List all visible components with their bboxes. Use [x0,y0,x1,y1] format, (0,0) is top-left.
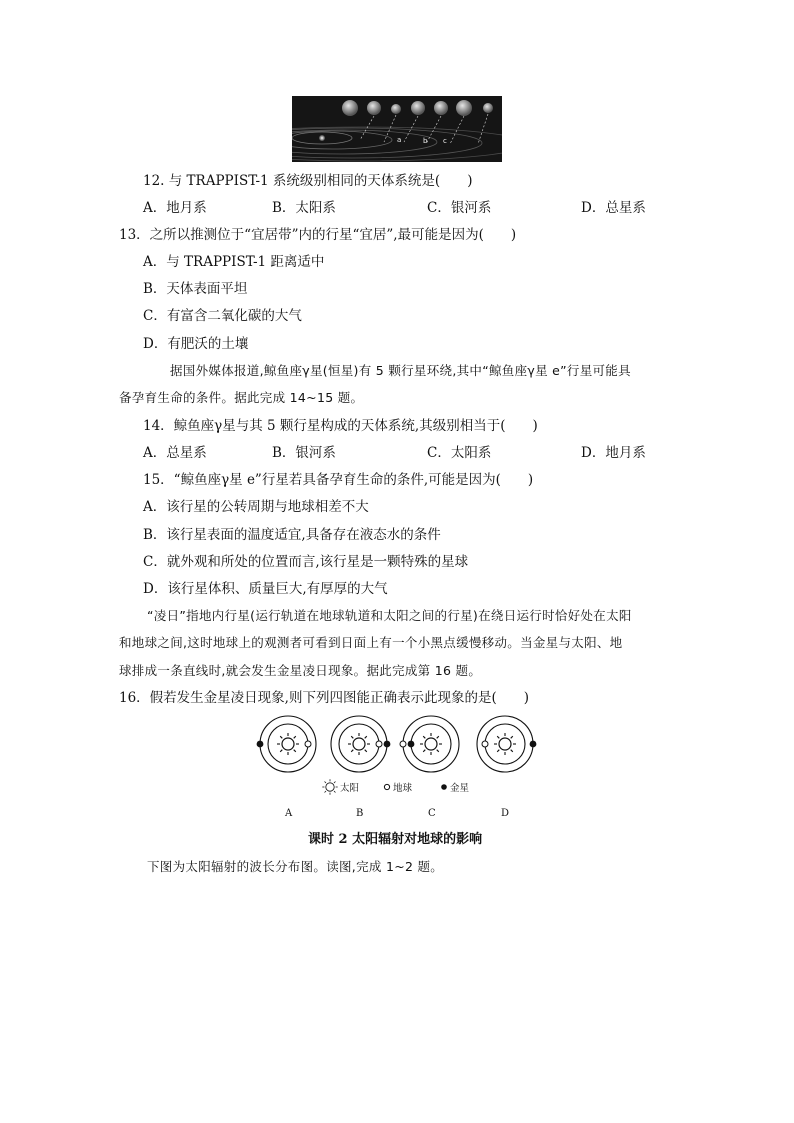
top-image-label-c: c [443,137,447,145]
planet-h-icon [483,103,493,113]
earth-icon [482,741,488,747]
earth-icon [400,741,406,747]
option-d-diagram [477,716,536,772]
trappist-system-image [292,96,502,162]
q15-option-c: C．就外观和所处的位置而言,该行星是一颗特殊的星球 [143,554,469,570]
legend-earth-label: 地球 [393,783,413,794]
q13-stem: 13．之所以推测位于“宜居带”内的行星“宜居”,最可能是因为( ) [119,227,517,243]
planet-b-icon [342,100,358,116]
passage3-line: 下图为太阳辐射的波长分布图。读图,完成 1~2 题。 [147,859,444,874]
transit-options-svg [255,714,545,824]
legend-venus-label: 金星 [450,783,470,794]
q13-option-a: A．与 TRAPPIST-1 距离适中 [143,254,325,270]
diagram-label-c: C [428,808,436,819]
q13-option-d: D．有肥沃的土壤 [143,336,249,352]
earth-icon [305,741,311,747]
diagram-label-d: D [501,808,510,819]
star-icon [319,135,325,141]
legend-earth-icon [384,784,389,789]
option-a-diagram [257,716,316,772]
top-image-label-b: b [423,137,428,145]
passage2-line2: 和地球之间,这时地球上的观测者可看到日面上有一个小黑点缓慢移动。当金星与太阳、地 [119,635,623,650]
diagram-legend [322,779,469,794]
q15-option-d: D．该行星体积、质量巨大,有厚厚的大气 [143,581,388,597]
planet-e-icon [411,101,425,115]
diagram-label-a: A [285,808,293,819]
venus-transit-diagram [255,714,545,828]
q12-option-c: C．银河系 [427,200,492,216]
q15-option-a: A．该行星的公转周期与地球相差不大 [143,499,369,515]
q15-option-b: B．该行星表面的温度适宜,具备存在液态水的条件 [143,527,441,543]
legend-sun-label: 太阳 [340,783,360,794]
planet-c-icon [367,101,381,115]
q12-option-a: A．地月系 [143,200,207,216]
q14-option-a: A．总星系 [143,445,207,461]
q13-option-c: C．有富含二氧化碳的大气 [143,308,302,324]
passage1-line1: 据国外媒体报道,鲸鱼座γ星(恒星)有 5 颗行星环绕,其中“鲸鱼座γ星 e”行星可能具 [170,363,631,378]
planet-g-icon [456,100,472,116]
passage2-line3: 球排成一条直线时,就会发生金星凌日现象。据此完成第 16 题。 [119,663,482,678]
q12-option-d: D．总星系 [581,200,646,216]
top-image-label-a: a [397,136,402,144]
q14-stem: 14．鲸鱼座γ星与其 5 颗行星构成的天体系统,其级别相当于( ) [143,418,538,434]
planet-f-icon [434,101,448,115]
option-b-diagram [331,716,390,772]
q13-option-b: B．天体表面平坦 [143,281,248,297]
planet-d-icon [391,104,401,114]
venus-icon [257,741,264,748]
legend-venus-icon [441,784,447,790]
earth-icon [376,741,382,747]
venus-icon [408,741,415,748]
q15-stem: 15．“鲸鱼座γ星 e”行星若具备孕育生命的条件,可能是因为( ) [143,472,534,488]
q14-option-b: B．银河系 [272,445,336,461]
trappist-system-illustration [292,96,502,162]
venus-icon [384,741,391,748]
q14-option-d: D．地月系 [581,445,646,461]
option-c-diagram [400,716,459,772]
q16-stem: 16．假若发生金星凌日现象,则下列四图能正确表示此现象的是( ) [119,690,530,706]
passage1-line2: 备孕育生命的条件。据此完成 14~15 题。 [119,390,364,405]
q12-option-b: B．太阳系 [272,200,336,216]
section-title: 课时 2 太阳辐射对地球的影响 [308,832,483,847]
venus-icon [530,741,537,748]
q14-option-c: C．太阳系 [427,445,492,461]
passage2-line1: “凌日”指地内行星(运行轨道在地球轨道和太阳之间的行星)在绕日运行时恰好处在太阳 [147,608,632,623]
diagram-label-b: B [356,808,364,819]
q12-stem: 12. 与 TRAPPIST-1 系统级别相同的天体系统是( ) [143,173,473,189]
